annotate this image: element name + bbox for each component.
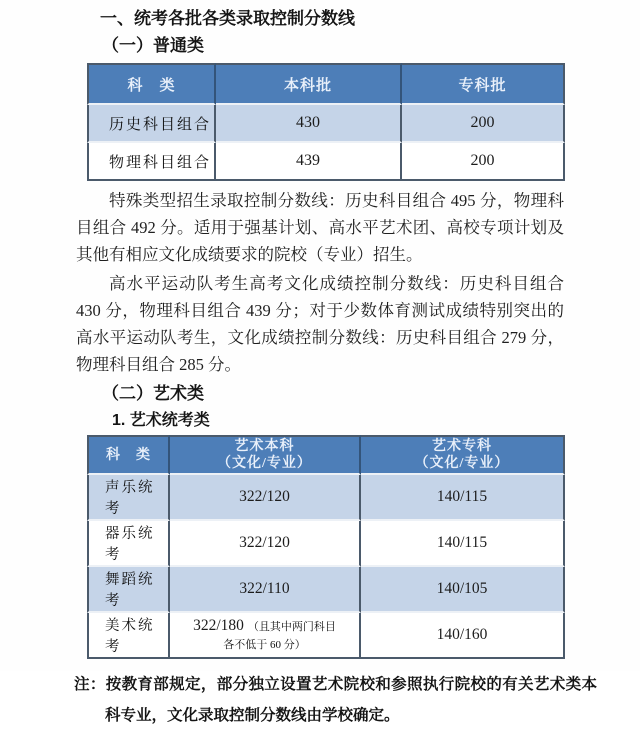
score-cell: 322/110 [170,567,361,613]
table-row [87,143,565,181]
row-label-vocal: 声乐统考 [87,475,170,521]
table-row [87,567,565,613]
score-main: 322/180 [193,617,244,634]
score-cell-with-note [170,613,361,659]
section-heading-art: （二）艺术类 [102,384,204,403]
col-header-benke: 本科批 [216,63,402,105]
table-row [87,613,565,659]
row-label-physics: 物理科目组合 [87,143,216,181]
row-label-history: 历史科目组合 [87,105,216,143]
score-cell: 200 [402,105,565,143]
score-cell: 140/160 [361,613,565,659]
footnote: 注：按教育部规定，部分独立设置艺术院校和参照执行院校的有关艺术类本科专业，文化录取控制分数线由学校确定。 [74,676,597,724]
col-header-category: 科 类 [87,435,170,475]
section-heading-general: （一）普通类 [102,36,204,55]
paragraph-special-type: 特殊类型招生录取控制分数线：历史科目组合 495 分，物理科目组合 492 分。适用于强基计划、高水平艺术团、高校专项计划及其他有相应文化成绩要求的院校（专业）招生。 [76,191,564,264]
main-heading: 一、统考各批各类录取控制分数线 [100,9,355,28]
score-condition-line2: 各不低于 60 分） [223,639,306,651]
paragraph-sports-team: 高水平运动队考生高考文化成绩控制分数线：历史科目组合 430 分，物理科目组合 439 分；对于少数体育测试成绩特别突出的高水平运动队考生，文化成绩控制分数线：历史科目组合 279 分，物理科目组合 285 分。 [76,274,564,374]
row-label-instrumental: 器乐统考 [87,521,170,567]
subsection-heading-art-unified: 1. 艺术统考类 [112,412,210,429]
score-cell: 322/120 [170,475,361,521]
score-cell: 439 [216,143,402,181]
col-header-art-zhuanke: 艺术专科 （文化/专业） [361,435,565,475]
table-row [87,521,565,567]
score-condition-line1: （且其中两门科目 [247,621,336,633]
score-cell: 430 [216,105,402,143]
col-header-zhuanke: 专科批 [402,63,565,105]
score-cell: 140/115 [361,521,565,567]
col-header-art-benke: 艺术本科 （文化/专业） [170,435,361,475]
table-header-row [87,63,565,105]
col-header-category: 科 类 [87,63,216,105]
score-cell: 200 [402,143,565,181]
score-cell: 140/105 [361,567,565,613]
table-row [87,475,565,521]
art-scores-table [87,435,565,659]
row-label-dance: 舞蹈统考 [87,567,170,613]
general-scores-table [87,63,565,181]
score-cell: 140/115 [361,475,565,521]
row-label-fine-arts: 美术统考 [87,613,170,659]
table-row [87,105,565,143]
table-header-row [87,435,565,475]
score-cell: 322/120 [170,521,361,567]
